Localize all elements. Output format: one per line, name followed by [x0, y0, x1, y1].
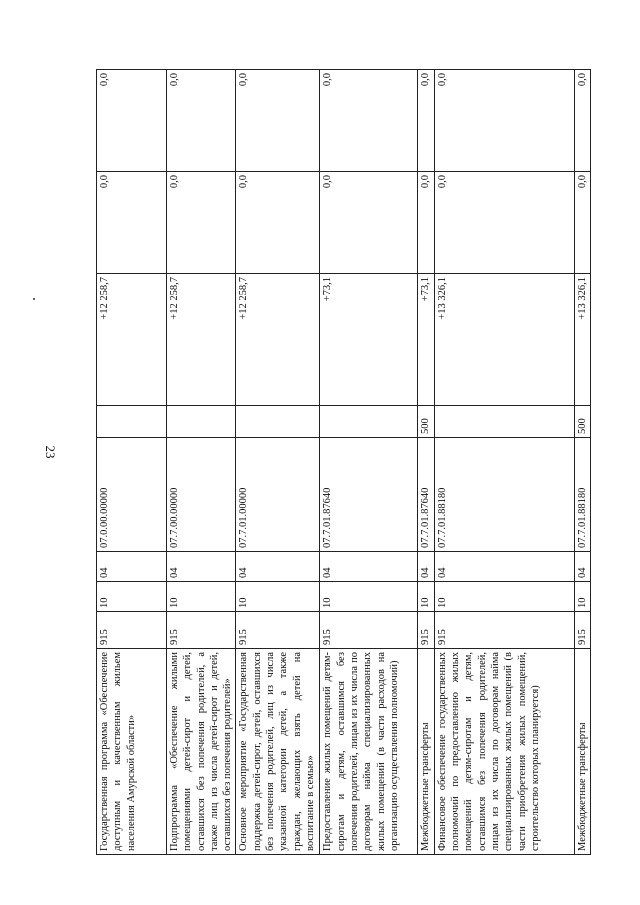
value-year-2: 0,0	[320, 70, 418, 172]
section-code: 10	[320, 582, 418, 612]
expense-type	[236, 406, 320, 438]
table-row	[236, 70, 320, 855]
subsection-code: 04	[236, 552, 320, 582]
value-year-2: 0,0	[167, 70, 236, 172]
row-name: Государственная программа «Обеспечение доступным и качественным жильем населения Амурской области»	[97, 649, 167, 855]
target-article: 07.7.00.00000	[167, 438, 236, 552]
ministry-code: 915	[418, 612, 434, 649]
table-row	[97, 70, 167, 855]
change-amount: +73,1	[320, 274, 418, 406]
ministry-code: 915	[320, 612, 418, 649]
expense-type	[320, 406, 418, 438]
subsection-code: 04	[320, 552, 418, 582]
ministry-code: 915	[236, 612, 320, 649]
row-name: Финансовое обеспечение государственных полномочий по предоставлению жилых помещений детям-сиротам и детям, оставшимся без попечения родителей, лицам из их числа по договорам найма специализированных жилых помещений (в части приобретения жилых помещений, строительство которых планируется)	[434, 649, 574, 855]
ministry-code: 915	[434, 612, 574, 649]
subsection-code: 04	[434, 552, 574, 582]
target-article: 07.0.00.00000	[97, 438, 167, 552]
subsection-code: 04	[167, 552, 236, 582]
table-container	[96, 70, 588, 855]
row-name: Основное мероприятие «Государственная поддержка детей-сирот, детей, оставшихся без попечения родителей, лиц из числа указанной категории детей, а также граждан, желающих взять детей на воспитание в семью»	[236, 649, 320, 855]
target-article: 07.7.01.88180	[574, 438, 590, 552]
row-name: Межбюджетные трансферты	[574, 649, 590, 855]
section-code: 10	[167, 582, 236, 612]
change-amount: +13 326,1	[574, 274, 590, 406]
table-row	[418, 70, 434, 855]
expense-type: 500	[574, 406, 590, 438]
change-amount: +12 258,7	[236, 274, 320, 406]
subsection-code: 04	[418, 552, 434, 582]
section-code: 10	[434, 582, 574, 612]
value-year-2: 0,0	[418, 70, 434, 172]
change-amount: +12 258,7	[97, 274, 167, 406]
value-year-2: 0,0	[97, 70, 167, 172]
ministry-code: 915	[574, 612, 590, 649]
value-year-2: 0,0	[434, 70, 574, 172]
expense-type	[167, 406, 236, 438]
ministry-code: 915	[167, 612, 236, 649]
row-name: Подпрограмма «Обеспечение жилыми помещениями детей-сирот и детей, оставшихся без попечения родителей, а также лиц из числа детей-сирот и детей, оставшихся без попечения родителей»	[167, 649, 236, 855]
section-code: 10	[574, 582, 590, 612]
section-code: 10	[418, 582, 434, 612]
change-amount: +12 258,7	[167, 274, 236, 406]
table-row	[167, 70, 236, 855]
value-year-1: 0,0	[167, 172, 236, 274]
row-name: Предоставление жилых помещений детям-сиротам и детям, оставшимся без попечения родителей, лицам из их числа по договорам найма специализированных жилых помещений (в части расходов на организацию осуществления полномочий)	[320, 649, 418, 855]
subsection-code: 04	[574, 552, 590, 582]
value-year-1: 0,0	[97, 172, 167, 274]
row-name: Межбюджетные трансферты	[418, 649, 434, 855]
table-row	[434, 70, 574, 855]
stray-dot	[33, 298, 35, 300]
target-article: 07.7.01.87640	[418, 438, 434, 552]
section-code: 10	[236, 582, 320, 612]
subsection-code: 04	[97, 552, 167, 582]
target-article: 07.7.01.00000	[236, 438, 320, 552]
ministry-code: 915	[97, 612, 167, 649]
change-amount: +73,1	[418, 274, 434, 406]
value-year-1: 0,0	[418, 172, 434, 274]
target-article: 07.7.01.88180	[434, 438, 574, 552]
expense-type: 500	[418, 406, 434, 438]
table-row	[320, 70, 418, 855]
value-year-1: 0,0	[320, 172, 418, 274]
value-year-1: 0,0	[574, 172, 590, 274]
section-code: 10	[97, 582, 167, 612]
table-row	[574, 70, 590, 855]
value-year-2: 0,0	[236, 70, 320, 172]
value-year-1: 0,0	[434, 172, 574, 274]
page-number: 23	[43, 445, 58, 459]
change-amount: +13 326,1	[434, 274, 574, 406]
expense-type	[434, 406, 574, 438]
budget-table	[96, 69, 591, 855]
value-year-2: 0,0	[574, 70, 590, 172]
expense-type	[97, 406, 167, 438]
value-year-1: 0,0	[236, 172, 320, 274]
target-article: 07.7.01.87640	[320, 438, 418, 552]
